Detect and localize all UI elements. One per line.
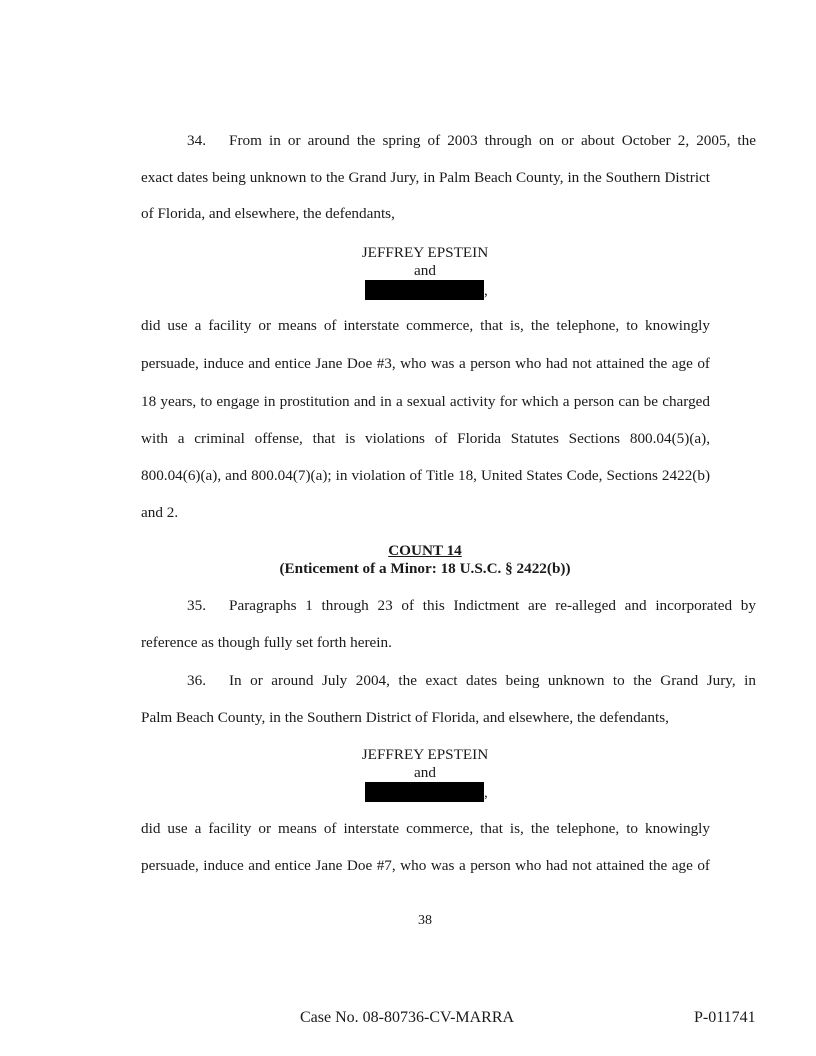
- body-1-line-6: and 2.: [141, 504, 179, 521]
- count-heading: [0, 542, 816, 560]
- case-number: Case No. 08-80736-CV-MARRA: [300, 1009, 515, 1026]
- para-34-text-1: From in or around the spring of 2003 through on or about October 2, 2005, the: [229, 132, 756, 149]
- para-34-line-2: exact dates being unknown to the Grand Jury, in Palm Beach County, in the Southern District: [141, 169, 710, 186]
- para-34-line-1: [141, 132, 756, 150]
- para-35-number: 35.: [187, 597, 206, 614]
- redaction-box-2: [365, 782, 484, 802]
- para-36-line-2: Palm Beach County, in the Southern District of Florida, and elsewhere, the defendants,: [141, 709, 669, 726]
- page-number: 38: [418, 913, 432, 928]
- para-35-text-1: Paragraphs 1 through 23 of this Indictment are re-alleged and incorporated by: [229, 597, 756, 614]
- defendant-name-1: JEFFREY EPSTEIN: [361, 244, 489, 261]
- para-36-text-1: In or around July 2004, the exact dates being unknown to the Grand Jury, in: [229, 672, 756, 689]
- body-1-line-3: 18 years, to engage in prostitution and in a sexual activity for which a person can be charged: [141, 393, 710, 410]
- body-1-line-2: persuade, induce and entice Jane Doe #3, who was a person who had not attained the age of: [141, 355, 710, 372]
- defendant-name-2: JEFFREY EPSTEIN: [361, 746, 489, 763]
- redaction-comma-1: ,: [484, 282, 488, 299]
- para-36-number: 36.: [187, 672, 206, 689]
- para-35-line-2: reference as though fully set forth herein.: [141, 634, 392, 651]
- bates-number: P-011741: [694, 1009, 756, 1026]
- para-34-number: 34.: [187, 132, 206, 149]
- body-1-line-1: did use a facility or means of interstate commerce, that is, the telephone, to knowingly: [141, 317, 710, 334]
- defendant-conj-1: and: [414, 262, 436, 279]
- redaction-comma-2: ,: [484, 784, 488, 801]
- body-1-line-5: 800.04(6)(a), and 800.04(7)(a); in violation of Title 18, United States Code, Sections 2422(b): [141, 467, 710, 484]
- defendant-conj-2: and: [414, 764, 436, 781]
- para-34-line-3: of Florida, and elsewhere, the defendants,: [141, 205, 395, 222]
- count-title: COUNT 14: [388, 542, 462, 559]
- redaction-box-1: [365, 280, 484, 300]
- para-36-line-1: [141, 672, 756, 690]
- body-2-line-1: did use a facility or means of interstate commerce, that is, the telephone, to knowingly: [141, 820, 710, 837]
- body-2-line-2: persuade, induce and entice Jane Doe #7, who was a person who had not attained the age of: [141, 857, 710, 874]
- count-subtitle: (Enticement of a Minor: 18 U.S.C. § 2422(b)): [279, 560, 571, 577]
- body-1-line-4: with a criminal offense, that is violations of Florida Statutes Sections 800.04(5)(a),: [141, 430, 710, 447]
- para-35-line-1: [141, 597, 756, 615]
